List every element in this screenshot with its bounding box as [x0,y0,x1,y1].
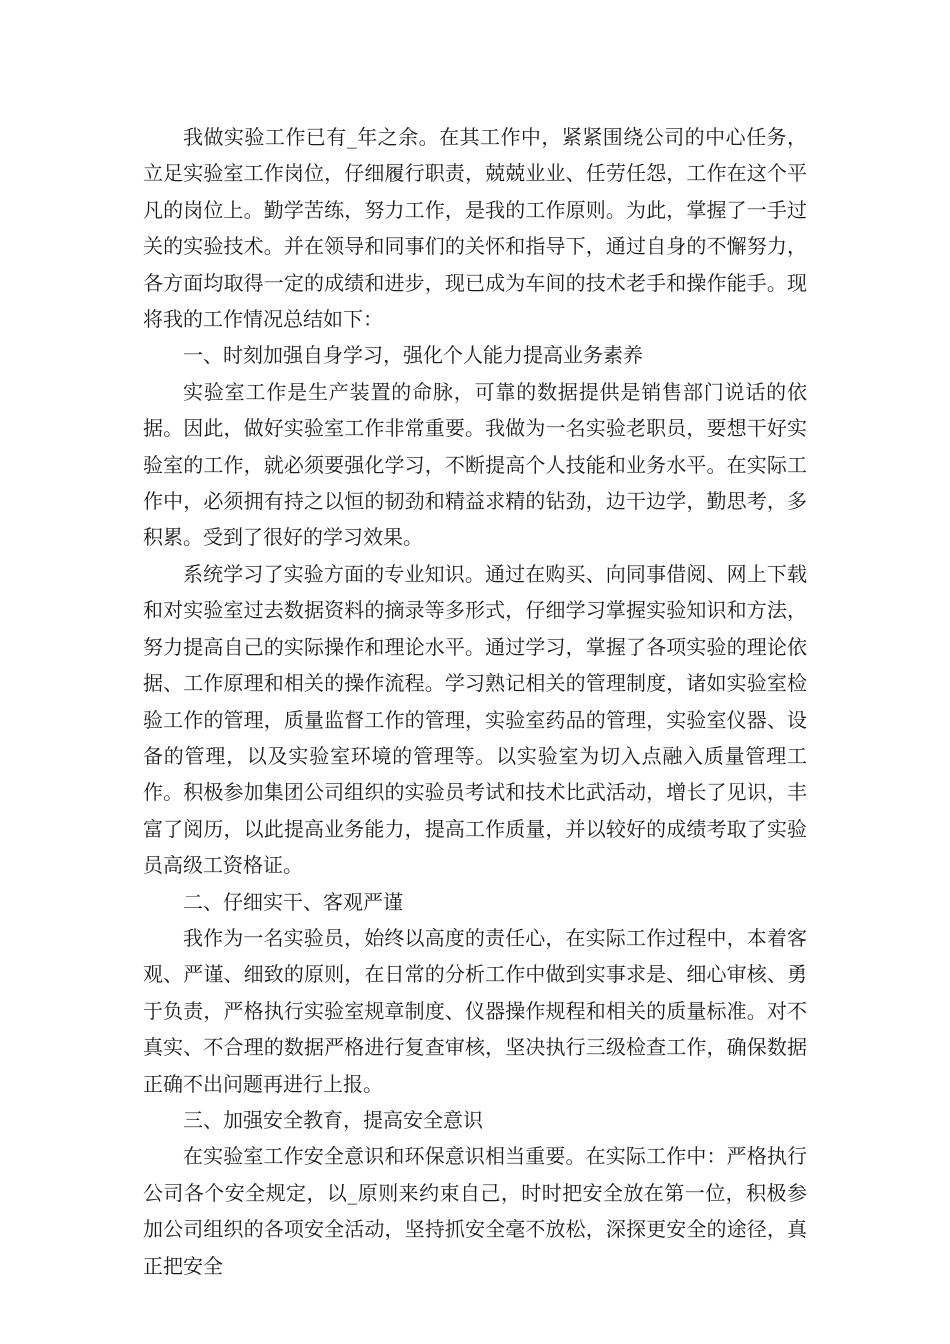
section-heading-3: 三、加强安全教育，提高安全意识 [183,1107,483,1132]
section-1-paragraph-2: 系统学习了实验方面的专业知识。通过在购买、向同事借阅、网上下载和对实验室过去数据资料的摘录等多形式，仔细学习掌握实验知识和方法，努力提高自己的实际操作和理论水平。通过学习，掌握了各项实验的理论依据、工作原理和相关的操作流程。学习熟记相关的管理制度，诸如实验室检验工作的管理，质量监督工作的管理，实验室药品的管理，实验室仪器、设备的管理，以及实验室环境的管理等。以实验室为切入点融入质量管理工作。积极参加集团公司组织的实验员考试和技术比武活动，增长了见识，丰富了阅历，以此提高业务能力，提高工作质量，并以较好的成绩考取了实验员高级工资格证。 [143,561,807,878]
section-2-paragraph: 我作为一名实验员，始终以高度的责任心，在实际工作过程中，本着客观、严谨、细致的原则，在日常的分析工作中做到实事求是、细心审核、勇于负责，严格执行实验室规章制度、仪器操作规程和相关的质量标准。对不真实、不合理的数据严格进行复查审核，坚决执行三级检查工作，确保数据正确不出问题再进行上报。 [143,925,807,1096]
intro-paragraph: 我做实验工作已有_年之余。在其工作中，紧紧围绕公司的中心任务，立足实验室工作岗位，仔细履行职责，兢兢业业、任劳任怨，工作在这个平凡的岗位上。勤学苦练，努力工作，是我的工作原则。为此，掌握了一手过关的实验技术。并在领导和同事们的关怀和指导下，通过自身的不懈努力，各方面均取得一定的成绩和进步，现已成为车间的技术老手和操作能手。现将我的工作情况总结如下： [143,125,807,332]
section-heading-1: 一、时刻加强自身学习，强化个人能力提高业务素养 [183,343,643,368]
section-heading-2: 二、仔细实干、客观严谨 [183,889,403,914]
section-1-paragraph-1: 实验室工作是生产装置的命脉，可靠的数据提供是销售部门说话的依据。因此，做好实验室工作非常重要。我做为一名实验老职员，要想干好实验室的工作，就必须要强化学习，不断提高个人技能和业务水平。在实际工作中，必须拥有持之以恒的韧劲和精益求精的钻劲，边干边学，勤思考，多积累。受到了很好的学习效果。 [143,379,807,550]
section-3-paragraph: 在实验室工作安全意识和环保意识相当重要。在实际工作中：严格执行公司各个安全规定，以_原则来约束自己，时时把安全放在第一位，积极参加公司组织的各项安全活动，坚持抓安全毫不放松，深探更安全的途径，真正把安全 [143,1144,807,1278]
document-body [143,119,807,1284]
